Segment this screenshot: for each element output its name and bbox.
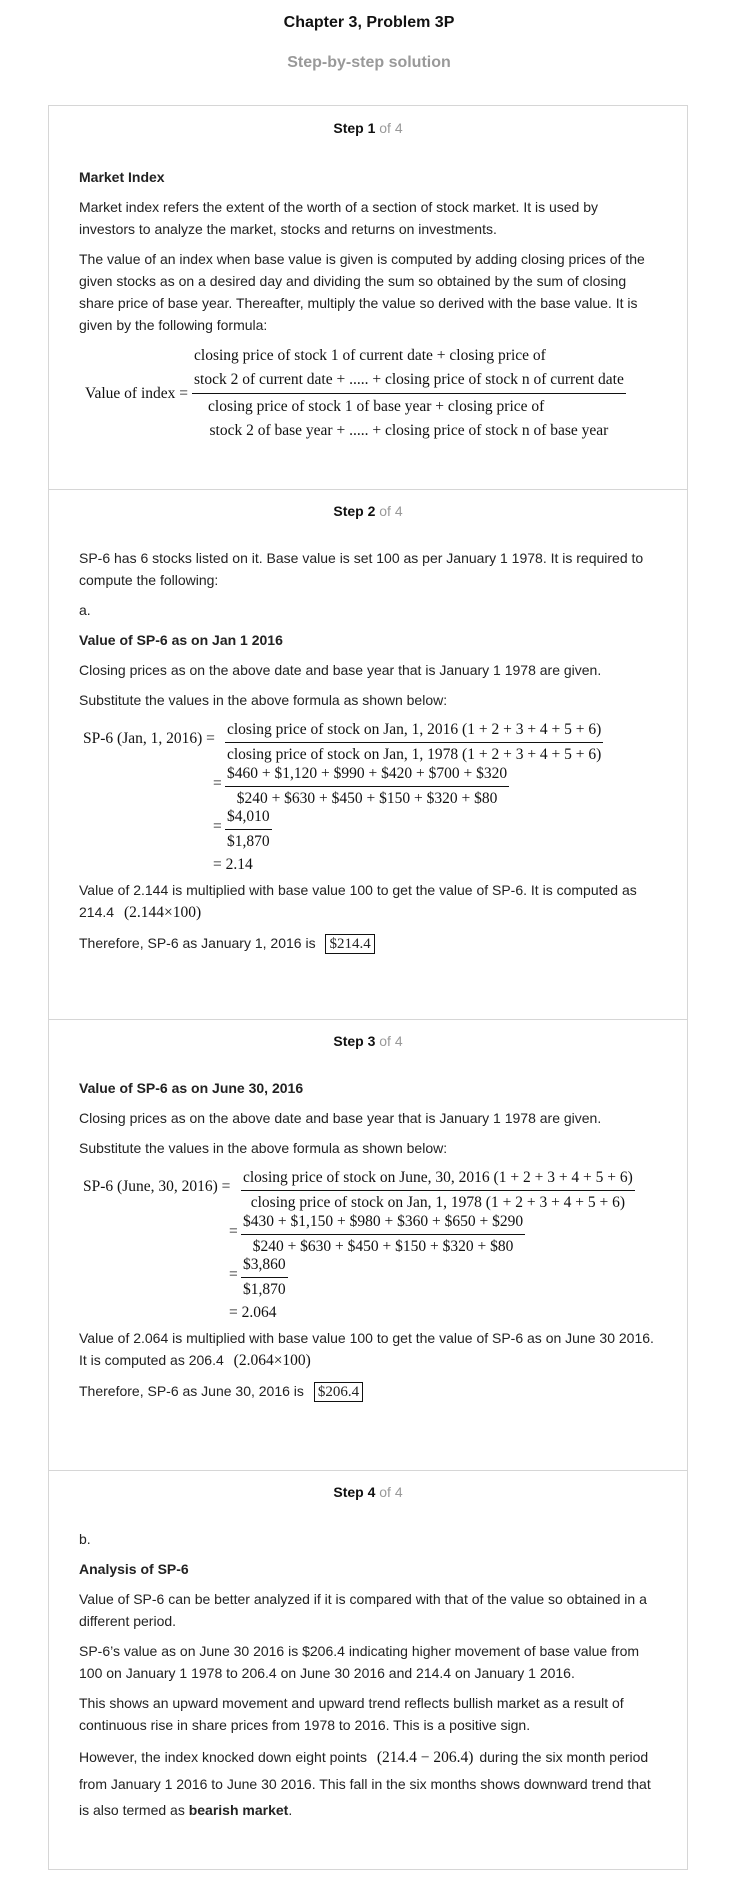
formula-lhs: Value of index = [85,384,189,402]
step-4-card [48,1470,688,1870]
fraction-denominator: closing price of stock on Jan, 1, 1978 (1 + 2 + 3 + 4 + 5 + 6) [227,746,602,763]
section-heading: Value of SP-6 as on Jan 1 2016 [79,632,283,648]
paragraph-text: during the six month period from January 1 2016 to June 30 2016. This fall in the six months shows downward trend that is also termed as [79,1749,651,1818]
paragraph-text: Therefore, SP-6 as June 30, 2016 is [79,1383,304,1399]
fraction-denominator: closing price of stock on Jan, 1, 1978 (1 + 2 + 3 + 4 + 5 + 6) [250,1194,626,1211]
conclusion [79,932,657,954]
paragraph-text: . [288,1802,293,1818]
fraction-numerator: $3,860 [241,1254,288,1278]
step-number: Step 4 [333,1484,376,1500]
step-2-card [48,489,688,1020]
step-4-header [49,1484,687,1500]
paragraph-text: 214.4 [79,904,115,920]
section-heading: Market Index [79,169,165,185]
fraction-numerator: $430 + $1,150 + $980 + $360 + $650 + $290 [241,1211,525,1235]
equation-fraction [241,1211,525,1258]
answer-box: $206.4 [314,1382,363,1402]
fraction-denominator: $1,870 [227,833,270,850]
page-subtitle: Step-by-step solution [287,54,451,71]
equation-result: = 2.064 [229,1304,277,1321]
equation-fraction [241,1254,288,1301]
paragraph [79,1327,657,1372]
step-3-card [48,1019,688,1471]
paragraph: The value of an index when base value is given is computed by adding closing prices of the given stocks as on a desired day and dividing the sum so obtained by the sum of closing share price of base year. Thereafter, multiply the value so derived with the base value. It is given by the following formula: [79,251,645,333]
paragraph: Closing prices as on the above date and base year that is January 1 1978 are given. [79,1110,602,1126]
paragraph-text: Therefore, SP-6 as January 1, 2016 is [79,935,316,951]
equals-sign: = [213,775,222,792]
step-total: of 4 [379,1484,403,1500]
paragraph: SP-6’s value as on June 30 2016 is $206.4 indicating higher movement of base value from 100 on January 1 1978 to 206.4 on June 30 2016 and 214.4 on January 1 2016. [79,1643,640,1681]
part-label: a. [79,602,91,618]
step-number: Step 1 [333,120,376,136]
paragraph-text: However, the index knocked down eight points [79,1749,367,1765]
section-heading: Value of SP-6 as on June 30, 2016 [79,1080,304,1096]
fraction-denominator: $1,870 [243,1281,286,1298]
inline-math: (2.144×100) [123,904,202,921]
part-label: b. [79,1531,91,1547]
equals-sign: = [213,818,222,835]
formula-fraction [192,344,626,443]
paragraph [79,879,657,924]
paragraph: Substitute the values in the above formula as shown below: [79,692,448,708]
equation-fraction [241,1167,635,1214]
formula-numerator-line: closing price of stock 1 of current date + closing price of [194,347,546,364]
formula-denominator-line: stock 2 of base year + ..... + closing price of stock n of base year [209,422,609,439]
paragraph: This shows an upward movement and upward trend reflects bullish market as a result of continuous rise in share prices from 1978 to 2016. This is a positive sign. [79,1695,624,1733]
equation-fraction [225,806,272,853]
equation-fraction [225,719,603,766]
step-total: of 4 [379,1033,403,1049]
fraction-numerator: closing price of stock on June, 30, 2016 (1 + 2 + 3 + 4 + 5 + 6) [241,1167,635,1191]
paragraph-text: Value of 2.144 is multiplied with base value 100 to get the value of SP-6. It is computed as [79,882,637,898]
equation-result: = 2.14 [213,856,253,873]
answer-box: $214.4 [325,934,374,954]
inline-math: (2.064×100) [233,1352,311,1369]
equation-fraction [225,763,509,810]
section-heading: Analysis of SP-6 [79,1561,189,1577]
conclusion [79,1380,657,1402]
fraction-denominator: $240 + $630 + $450 + $150 + $320 + $80 [236,790,498,807]
fraction-numerator: $460 + $1,120 + $990 + $420 + $700 + $320 [225,763,509,787]
sp6-jan-equation [79,719,657,875]
paragraph-text: Value of 2.064 is multiplied with base value 100 to get the value of SP-6 as on June 30 2016. It is computed as 206.4 [79,1330,654,1368]
step-1-header [49,120,687,136]
step-total: of 4 [379,120,403,136]
index-formula [85,344,657,443]
fraction-denominator: $240 + $630 + $450 + $150 + $320 + $80 [252,1238,514,1255]
equals-sign: = [229,1223,238,1240]
fraction-numerator: closing price of stock on Jan, 1, 2016 (1 + 2 + 3 + 4 + 5 + 6) [225,719,603,743]
fraction-numerator: $4,010 [225,806,272,830]
paragraph: Closing prices as on the above date and base year that is January 1 1978 are given. [79,662,602,678]
key-term: bearish market [188,1802,289,1818]
paragraph [79,1744,657,1823]
paragraph: Market index refers the extent of the worth of a section of stock market. It is used by investors to analyze the market, stocks and returns on investments. [79,199,599,237]
equation-lhs: SP-6 (June, 30, 2016) = [83,1178,231,1195]
paragraph: Substitute the values in the above formula as shown below: [79,1140,448,1156]
paragraph: Value of SP-6 can be better analyzed if it is compared with that of the value so obtained in a different period. [79,1591,647,1629]
page-title: Chapter 3, Problem 3P [283,14,455,31]
step-number: Step 3 [333,1033,376,1049]
sp6-june-equation [79,1167,657,1323]
equation-lhs: SP-6 (Jan, 1, 2016) = [83,730,215,747]
inline-math: (214.4 − 206.4) [376,1749,474,1766]
paragraph: SP-6 has 6 stocks listed on it. Base value is set 100 as per January 1 1978. It is required to compute the following: [79,550,644,588]
step-3-header [49,1033,687,1049]
step-2-header [49,503,687,519]
formula-denominator-line: closing price of stock 1 of base year + closing price of [208,398,545,415]
step-number: Step 2 [333,503,376,519]
step-1-card [48,105,688,490]
equals-sign: = [229,1266,238,1283]
formula-numerator-line: stock 2 of current date + ..... + closing price of stock n of current date [194,371,624,388]
step-total: of 4 [379,503,403,519]
